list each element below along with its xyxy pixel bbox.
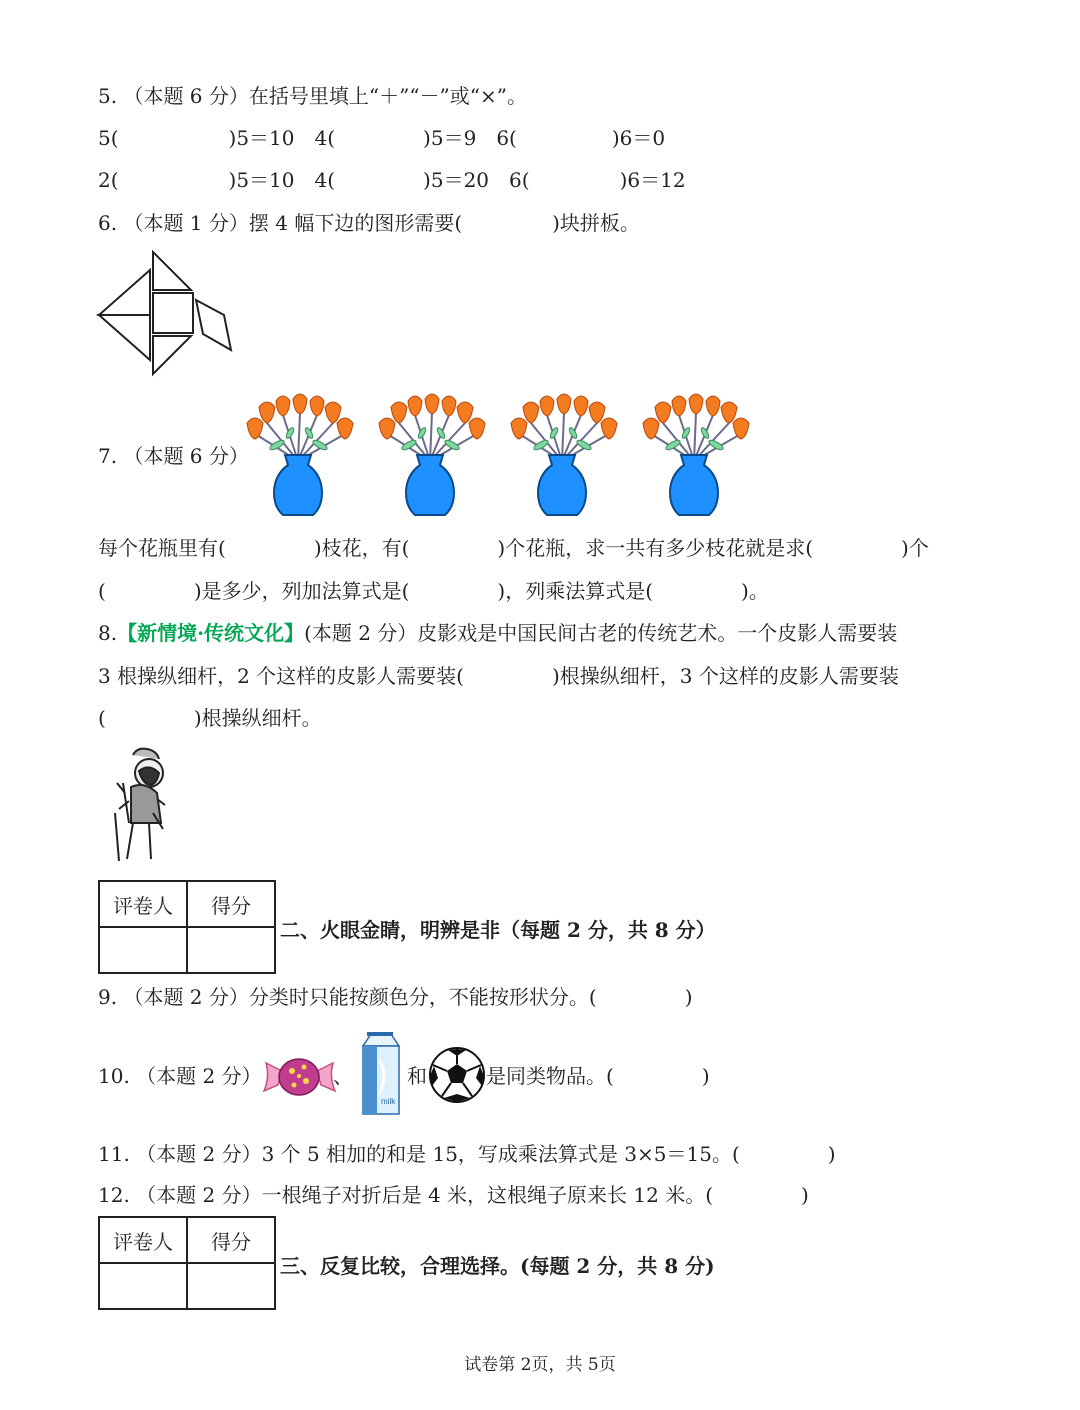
q5-r1-b: )5＝10 bbox=[228, 126, 295, 150]
section2-title: 二、火眼金睛，明辨是非（每题 2 分，共 8 分） bbox=[280, 918, 716, 942]
flower-vase-3 bbox=[511, 394, 617, 515]
q8-l2-b: )根操纵细杆，3 个这样的皮影人需要装 bbox=[551, 664, 899, 688]
q7-label: 7. （本题 6 分） bbox=[98, 444, 249, 468]
q7-line2 bbox=[98, 578, 769, 604]
score-cell[interactable] bbox=[187, 927, 275, 973]
q12-post: ) bbox=[801, 1183, 809, 1207]
milk-carton-icon bbox=[357, 1030, 405, 1118]
q5-r1-a: 5( bbox=[98, 126, 119, 150]
q12-line bbox=[98, 1182, 809, 1208]
q10-label: 10. （本题 2 分） bbox=[98, 1064, 262, 1088]
q11-post: ) bbox=[827, 1142, 836, 1166]
score-header: 得分 bbox=[187, 881, 275, 927]
grader-header: 评卷人 bbox=[99, 881, 187, 927]
tangram-fish-figure bbox=[95, 250, 240, 378]
q7-l2-d: )。 bbox=[741, 579, 769, 603]
q6-line bbox=[98, 210, 640, 236]
q10-sep1: 、 bbox=[333, 1064, 353, 1088]
score-cell[interactable] bbox=[187, 1263, 275, 1309]
flower-vase-1 bbox=[247, 394, 353, 515]
q7-l2-a: ( bbox=[98, 579, 106, 603]
q5-r2-f: )6＝12 bbox=[619, 168, 686, 192]
page-footer: 试卷第 2页，共 5页 bbox=[464, 1355, 616, 1375]
soccer-ball-icon bbox=[428, 1046, 486, 1104]
q8-l2-a: 3 根操纵细杆，2 个这样的皮影人需要装( bbox=[98, 664, 464, 688]
q10-rest: 是同类物品。( bbox=[486, 1064, 614, 1088]
candy-icon bbox=[262, 1045, 337, 1105]
q5-r1-d: )5＝9 bbox=[423, 126, 477, 150]
q8-context-tag: 【新情境·传统文化】 bbox=[117, 621, 305, 645]
section3-title: 三、反复比较，合理选择。(每题 2 分，共 8 分) bbox=[280, 1254, 715, 1278]
q7-l1-a: 每个花瓶里有( bbox=[98, 536, 226, 560]
milk-label: milk bbox=[381, 1097, 396, 1106]
q5-r2-c: 4( bbox=[314, 168, 336, 192]
q8-line1 bbox=[98, 620, 897, 646]
score-header: 得分 bbox=[187, 1217, 275, 1263]
q8-line3 bbox=[98, 705, 322, 731]
grader-header: 评卷人 bbox=[99, 1217, 187, 1263]
q9-pre: 9. （本题 2 分）分类时只能按颜色分，不能按形状分。( bbox=[98, 985, 597, 1009]
q7-l1-c: )个花瓶，求一共有多少枝花就是求( bbox=[497, 536, 814, 560]
grader-cell[interactable] bbox=[99, 927, 187, 973]
shadow-puppet-illustration bbox=[105, 743, 185, 868]
q7-l1-b: )枝花，有( bbox=[313, 536, 410, 560]
q6-pre: 6. （本题 1 分）摆 4 幅下边的图形需要( bbox=[98, 211, 463, 235]
q11-pre: 11. （本题 2 分）3 个 5 相加的和是 15，写成乘法算式是 3×5＝15。( bbox=[98, 1142, 740, 1166]
q8-line2 bbox=[98, 663, 899, 689]
q5-r1-e: 6( bbox=[496, 126, 517, 150]
q5-row1 bbox=[98, 125, 665, 151]
q5-r2-a: 2( bbox=[98, 168, 119, 192]
q10-post: ) bbox=[701, 1064, 710, 1088]
q10-sep2: 和 bbox=[407, 1064, 427, 1088]
q5-r2-b: )5＝10 bbox=[228, 168, 295, 192]
q7-l1-d: )个 bbox=[901, 536, 929, 560]
q9-line bbox=[98, 984, 693, 1010]
q9-post: ) bbox=[684, 985, 693, 1009]
score-table-section3 bbox=[98, 1216, 276, 1310]
flower-vases-illustration bbox=[245, 393, 755, 518]
q5-r2-e: 6( bbox=[509, 168, 530, 192]
flower-vase-2 bbox=[379, 394, 485, 515]
q5-title: 5. （本题 6 分）在括号里填上“＋”“－”或“×”。 bbox=[98, 84, 527, 108]
q8-l1-rest: (本题 2 分）皮影戏是中国民间古老的传统艺术。一个皮影人需要装 bbox=[304, 621, 898, 645]
q12-pre: 12. （本题 2 分）一根绳子对折后是 4 米，这根绳子原来长 12 米。( bbox=[98, 1183, 714, 1207]
q8-l3-b: )根操纵细杆。 bbox=[193, 706, 322, 730]
flower-vase-4 bbox=[643, 394, 749, 515]
q7-line1 bbox=[98, 535, 929, 561]
q11-line bbox=[98, 1141, 836, 1167]
q6-post: )块拼板。 bbox=[552, 211, 640, 235]
q8-num: 8. bbox=[98, 621, 118, 645]
q7-l2-c: )，列乘法算式是( bbox=[497, 579, 654, 603]
q5-r1-c: 4( bbox=[314, 126, 336, 150]
q5-row2 bbox=[98, 167, 686, 193]
q5-r1-f: )6＝0 bbox=[611, 126, 666, 150]
score-table-section2 bbox=[98, 880, 276, 974]
q10-rest-line bbox=[486, 1063, 710, 1089]
q7-l2-b: )是多少，列加法算式是( bbox=[193, 579, 410, 603]
q5-r2-d: )5＝20 bbox=[423, 168, 490, 192]
grader-cell[interactable] bbox=[99, 1263, 187, 1309]
q8-l3-a: ( bbox=[98, 706, 106, 730]
